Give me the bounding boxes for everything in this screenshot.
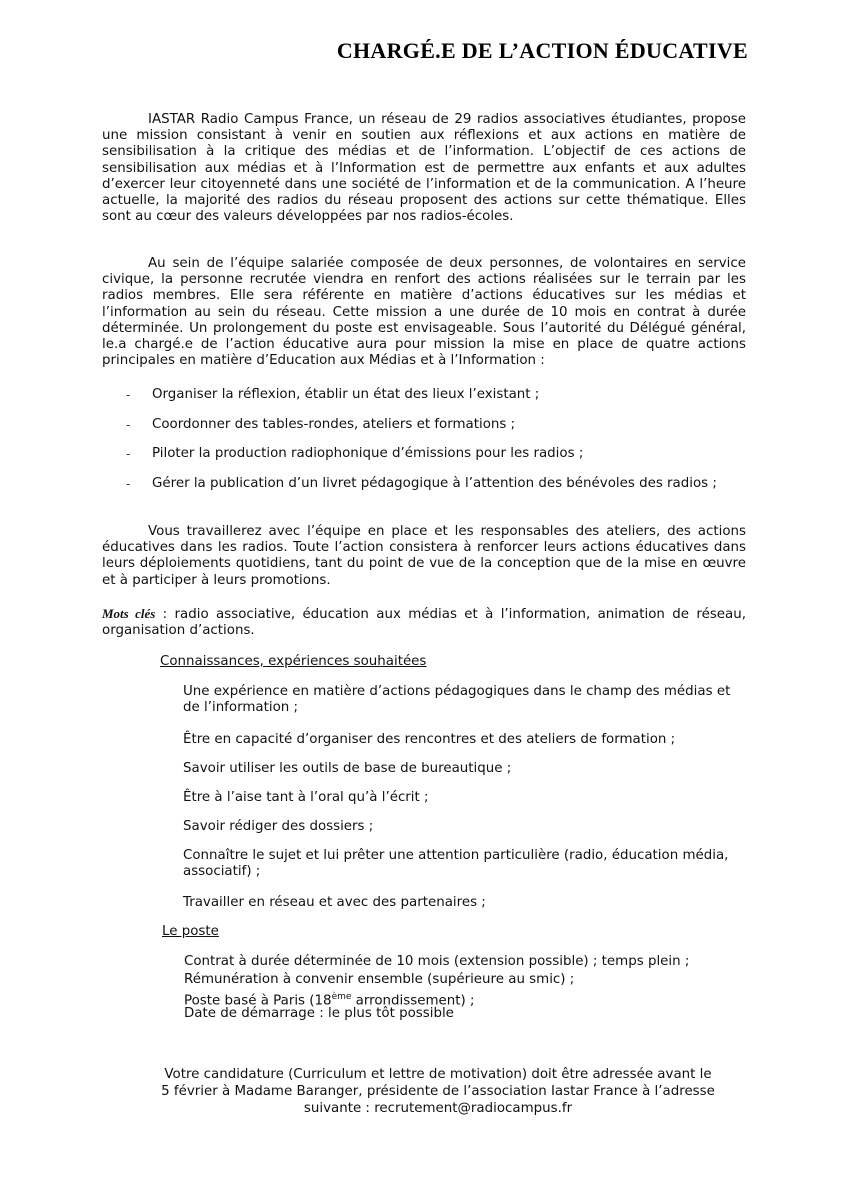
poste-salary: Rémunération à convenir ensemble (supérieure au smic) ; [184, 972, 575, 987]
dash-bullet-icon: - [126, 388, 131, 402]
dash-bullet-icon: - [126, 418, 131, 432]
mission-item [126, 446, 746, 462]
skills-heading: Connaissances, expériences souhaitées [160, 654, 427, 669]
skill-item: Travailler en réseau et avec des partenaires ; [183, 895, 486, 910]
skill-item: Être en capacité d’organiser des rencontres et des ateliers de formation ; [183, 732, 676, 747]
footer-line-3: suivante : recrutement@radiocampus.fr [303, 1101, 573, 1116]
mission-item-text: Organiser la réflexion, établir un état des lieux l’existant ; [152, 387, 540, 402]
intro-paragraph-1: IASTAR Radio Campus France, un réseau de 29 radios associatives étudiantes, propose une mission consistant à venir en soutien aux réflexions et aux actions en matière de sensibilisation à la critique des médias et de l’information. L’objectif de ces actions de sensibilisation aux médias et à l’Information est de permettre aux enfants et aux adultes d’exercer leur citoyenneté dans une société de l’information et de la communication. A l’heure actuelle, la majorité des radios du réseau proposent des actions sur cette thématique. Elles sont au cœur des valeurs développées par nos radios-écoles. [102, 112, 746, 225]
keywords-text: : radio associative, éducation aux médias et à l’information, animation de réseau, organisation d’actions. [102, 607, 746, 639]
application-footer [110, 1066, 766, 1117]
mission-item [126, 476, 746, 492]
dash-bullet-icon: - [126, 477, 131, 491]
mission-item-text: Piloter la production radiophonique d’émissions pour les radios ; [152, 446, 584, 461]
skill-item: Une expérience en matière d’actions pédagogiques dans le champ des médias et de l’information ; [183, 684, 731, 716]
poste-location-sup: ème [331, 992, 352, 1002]
footer-line-2: 5 février à Madame Baranger, présidente de l’association Iastar France à l’adresse [161, 1084, 715, 1099]
body-paragraph-3: Vous travaillerez avec l’équipe en place et les responsables des ateliers, des actions éducatives dans les radios. Toute l’action consistera à renforcer leurs actions éducatives dans leurs déploiements quotidiens, tant du point de vue de la conception que de la mise en œuvre et à participer à leurs promotions. [102, 524, 746, 588]
poste-start-date: Date de démarrage : le plus tôt possible [184, 1006, 454, 1021]
mission-item-text: Gérer la publication d’un livret pédagogique à l’attention des bénévoles des radios ; [152, 476, 717, 491]
skill-item: Savoir rédiger des dossiers ; [183, 819, 374, 834]
skill-item: Être à l’aise tant à l’oral qu’à l’écrit ; [183, 790, 429, 805]
poste-contract: Contrat à durée déterminée de 10 mois (extension possible) ; temps plein ; [184, 954, 690, 969]
dash-bullet-icon: - [126, 447, 131, 461]
intro-paragraph-2: Au sein de l’équipe salariée composée de deux personnes, de volontaires en service civique, la personne recrutée viendra en renfort des actions réalisées sur le terrain par les radios membres. Elle sera référente en matière d’actions éducatives sur les médias et l’information au sein du réseau. Cette mission a une durée de 10 mois en contrat à durée déterminée. Un prolongement du poste est envisageable. Sous l’autorité du Délégué général, le.a chargé.e de l’action éducative aura pour mission la mise en place de quatre actions principales en matière d’Education aux Médias et à l’Information : [102, 256, 746, 369]
keywords-paragraph [102, 606, 746, 639]
poste-location-text-end: arrondissement) ; [351, 993, 475, 1009]
mission-item [126, 417, 746, 433]
poste-heading: Le poste [162, 924, 219, 939]
mission-item-text: Coordonner des tables-rondes, ateliers et formations ; [152, 417, 516, 432]
mission-item [126, 387, 746, 403]
footer-line-1: Votre candidature (Curriculum et lettre de motivation) doit être adressée avant le [164, 1067, 712, 1082]
skill-item: Connaître le sujet et lui prêter une attention particulière (radio, éducation média, associatif) ; [183, 848, 729, 880]
keywords-label: Mots clés [102, 606, 156, 621]
poste-location-text: Poste basé à Paris (18 [184, 993, 332, 1009]
page-title: CHARGÉ.E DE L’ACTION ÉDUCATIVE [336, 38, 748, 63]
skill-item: Savoir utiliser les outils de base de bureautique ; [183, 761, 512, 776]
